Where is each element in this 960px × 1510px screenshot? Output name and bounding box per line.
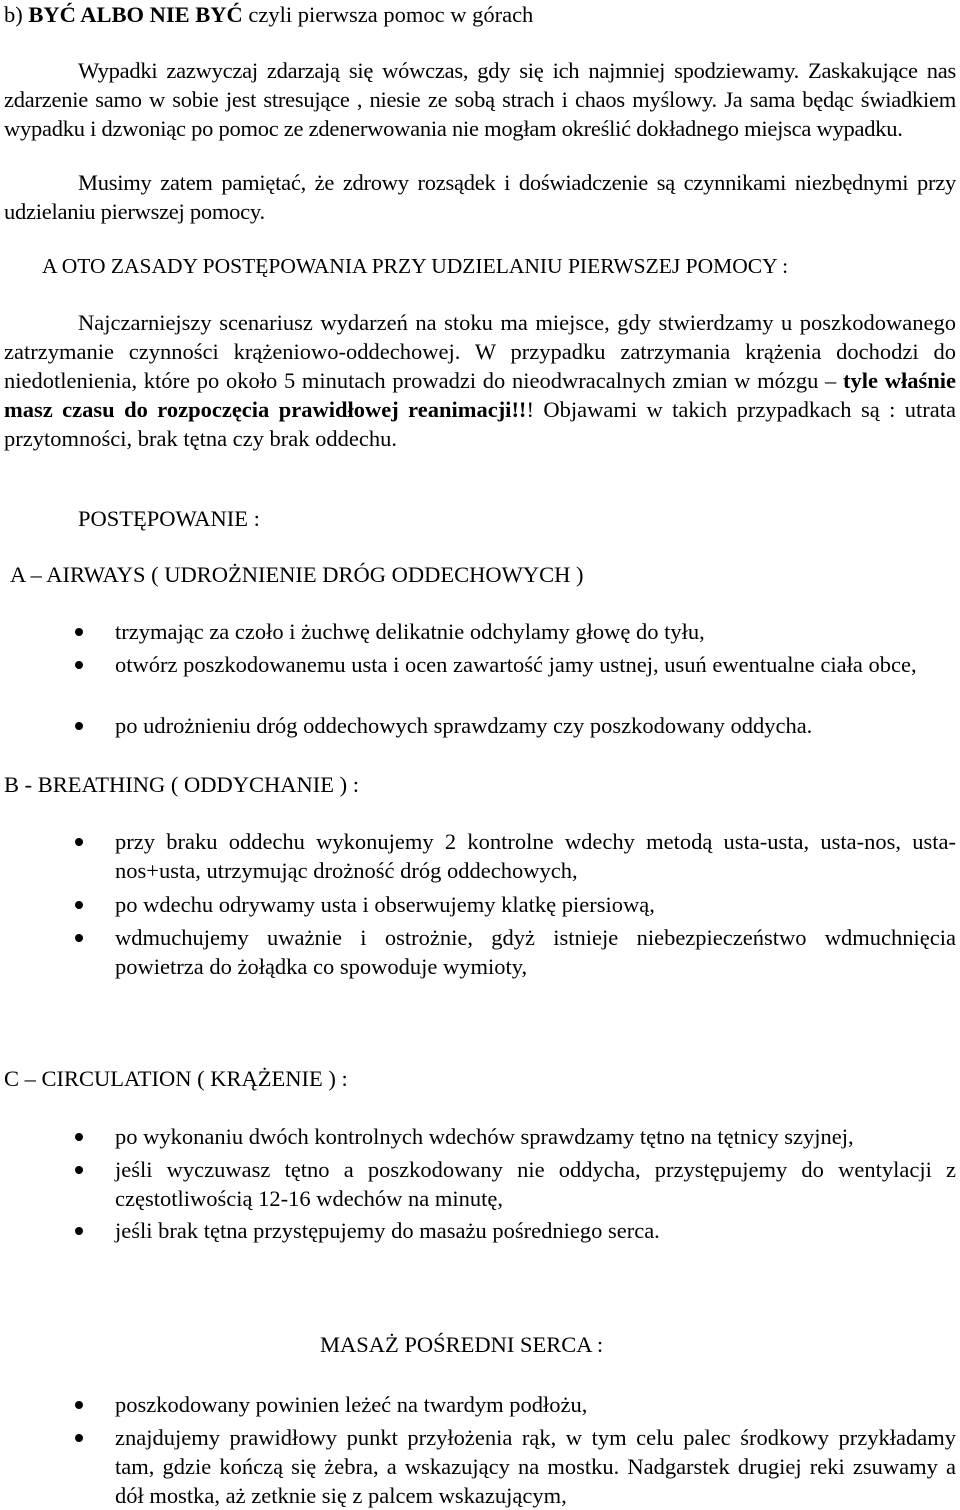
circulation-item-1: po wykonaniu dwóch kontrolnych wdechów sprawdzamy tętno na tętnicy szyjnej, (115, 1124, 854, 1149)
section-title-bold: BYĆ ALBO NIE BYĆ (28, 2, 243, 27)
massage-item-2: znajdujemy prawidłowy punkt przyłożenia rąk, w tym celu palec środkowy przykładamy tam, gdzie kończą się żebra, a wskazujący na mostku. Nadgarstek drugiej reki zsuwamy a dół mostka, aż zetknie się z palcem wskazującym, (115, 1425, 956, 1508)
airways-item-2: otwórz poszkodowanemu usta i ocen zawartość jamy ustnej, usuń ewentualne ciała obce, (115, 652, 917, 677)
list-item (76, 923, 956, 981)
section-title (4, 0, 533, 29)
circulation-item-3: jeśli brak tętna przystępujemy do masażu pośredniego serca. (115, 1218, 660, 1243)
list-item (76, 827, 956, 885)
section-title-prefix: b) (4, 2, 29, 27)
list-item (76, 1122, 956, 1151)
circulation-heading: C – CIRCULATION ( KRĄŻENIE ) : (4, 1066, 348, 1091)
scenario-text-2: ! Objawami w takich przypadkach są : utrata przytomności, brak tętna czy brak oddechu. (4, 397, 957, 451)
scenario-emphasis: tyle właśnie masz czasu do rozpoczęcia prawidłowej reanimacji!! (4, 368, 956, 422)
list-item (76, 617, 956, 646)
list-item (76, 1390, 956, 1419)
massage-heading: MASAŻ POŚREDNI SERCA : (320, 1332, 604, 1357)
section-title-rest: czyli pierwsza pomoc w górach (242, 2, 534, 27)
list-item (76, 890, 956, 919)
list-item (76, 650, 956, 679)
airways-item-1: trzymając za czoło i żuchwę delikatnie odchylamy głowę do tyłu, (115, 619, 705, 644)
massage-item-1: poszkodowany powinien leżeć na twardym podłożu, (115, 1392, 588, 1417)
scenario-text-1: Najczarniejszy scenariusz wydarzeń na stoku ma miejsce, gdy stwierdzamy u poszkodowanego zatrzymanie czynności krążeniowo-oddechowej. W przypadku zatrzymania krążenia dochodzi do niedotlenienia, które po około 5 minutach prowadzi do nieodwracalnych zmian w mózgu – (4, 310, 956, 393)
list-item (76, 711, 956, 740)
rules-heading: A OTO ZASADY POSTĘPOWANIA PRZY UDZIELANIU PIERWSZEJ POMOCY : (42, 254, 789, 278)
list-item (76, 1423, 956, 1510)
breathing-heading: B - BREATHING ( ODDYCHANIE ) : (4, 772, 359, 797)
procedure-heading: POSTĘPOWANIE : (78, 506, 260, 531)
airways-heading: A – AIRWAYS ( UDROŻNIENIE DRÓG ODDECHOWYCH ) (10, 562, 584, 587)
intro-paragraph-1: Wypadki zazwyczaj zdarzają się wówczas, gdy się ich najmniej spodziewamy. Zaskakujące nas zdarzenie samo w sobie jest stresujące , niesie ze sobą strach i chaos myślowy. Ja sama będąc świadkiem wypadku i dzwoniąc po pomoc ze zdenerwowania nie mogłam określić dokładnego miejsca wypadku. (4, 58, 956, 141)
breathing-item-1: przy braku oddechu wykonujemy 2 kontrolne wdechy metodą usta-usta, usta-nos, usta-nos+usta, utrzymując drożność dróg oddechowych, (115, 829, 956, 883)
airways-item-3: po udrożnieniu dróg oddechowych sprawdzamy czy poszkodowany oddycha. (115, 713, 813, 738)
list-item (76, 1155, 956, 1213)
breathing-item-2: po wdechu odrywamy usta i obserwujemy klatkę piersiową, (115, 892, 655, 917)
breathing-item-3: wdmuchujemy uważnie i ostrożnie, gdyż istnieje niebezpieczeństwo wdmuchnięcia powietrza do żołądka co spowoduje wymioty, (115, 925, 956, 979)
circulation-item-2: jeśli wyczuwasz tętno a poszkodowany nie oddycha, przystępujemy do wentylacji z częstotliwością 12-16 wdechów na minutę, (115, 1157, 956, 1211)
list-item (76, 1216, 956, 1245)
intro-paragraph-2: Musimy zatem pamiętać, że zdrowy rozsądek i doświadczenie są czynnikami niezbędnymi przy udzielaniu pierwszej pomocy. (4, 170, 956, 224)
scenario-paragraph (4, 308, 956, 453)
